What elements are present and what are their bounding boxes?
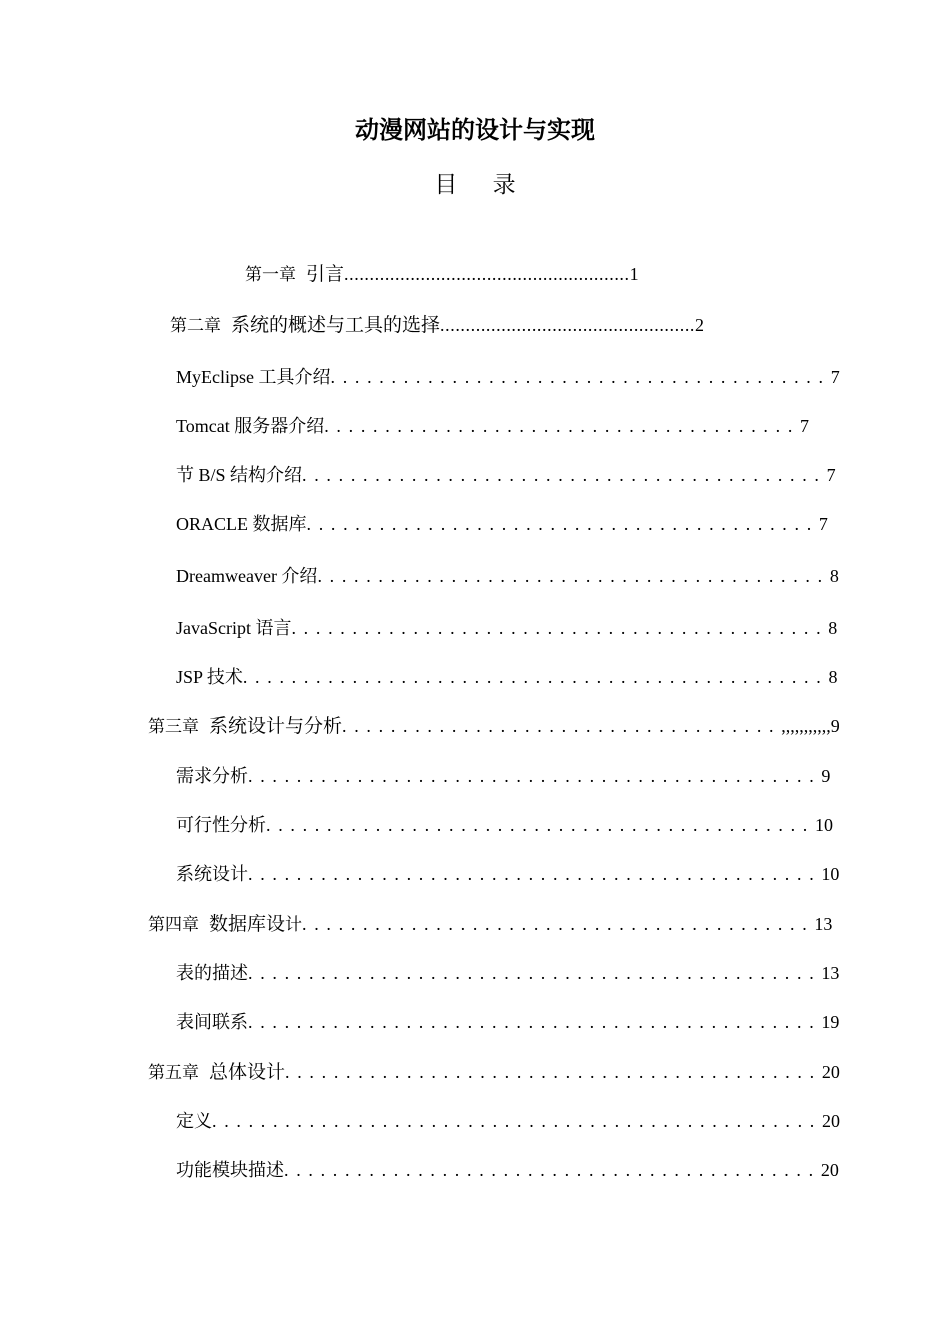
leader-dots: . . . . . . . . . . . . . . . . . . . . . . . . . . . . . . . . . . . . . . . . . . . . — [285, 1062, 822, 1082]
leader-dots: . . . . . . . . . . . . . . . . . . . . . . . . . . . . . . . . . . . . — [342, 716, 782, 736]
entry-title: 引言 — [306, 263, 345, 285]
toc-entry-section[interactable] — [176, 1158, 839, 1183]
leader-dots: ........................................................ — [344, 264, 630, 284]
page-number: 7 — [830, 367, 840, 387]
page-number: 7 — [818, 514, 828, 534]
page-number: 9 — [830, 716, 840, 736]
toc-entry-section[interactable] — [176, 1109, 840, 1134]
toc-entry-section[interactable] — [176, 512, 828, 536]
toc-entry-section[interactable] — [176, 564, 839, 588]
leader-dots: . . . . . . . . . . . . . . . . . . . . . . . . . . . . . . . . . . . . . . . . . . . . . . . — [248, 963, 822, 983]
page-number: 8 — [828, 618, 838, 638]
chapter-number: 第三章 — [148, 717, 199, 736]
chapter-number: 第二章 — [170, 316, 221, 335]
entry-title: 系统的概述与工具的选择 — [231, 314, 441, 336]
page-number: 13 — [814, 914, 833, 934]
chapter-number: 第五章 — [148, 1063, 199, 1082]
page-number: 10 — [815, 815, 833, 835]
entry-title: 功能模块描述 — [176, 1160, 284, 1181]
leader-dots: .................................................. — [440, 315, 696, 335]
leader-dots: . . . . . . . . . . . . . . . . . . . . . . . . . . . . . . . . . . . . . . . . . . — [306, 514, 819, 534]
toc-entry-chapter-1[interactable] — [245, 262, 639, 287]
entry-title: Dreamweaver 介绍 — [176, 566, 318, 586]
toc-entry-section[interactable] — [176, 414, 809, 438]
page-number: 7 — [826, 465, 836, 485]
page-number: 2 — [695, 315, 705, 335]
chapter-number: 第一章 — [245, 265, 296, 284]
page-number: 10 — [821, 864, 840, 884]
page-number: 7 — [800, 416, 810, 436]
entry-title: JavaScript 语言 — [176, 618, 292, 638]
page-number: 20 — [822, 1111, 840, 1131]
entry-title-suffix: 计 — [285, 915, 303, 934]
leader-dots: . . . . . . . . . . . . . . . . . . . . . . . . . . . . . . . . . . . . . . . . . . . — [302, 465, 827, 485]
leader-dots: . . . . . . . . . . . . . . . . . . . . . . . . . . . . . . . . . . . . . . . — [324, 416, 801, 436]
document-title: 动漫网站的设计与实现 — [355, 116, 595, 144]
leader-dots: . . . . . . . . . . . . . . . . . . . . . . . . . . . . . . . . . . . . . . . . . . . . . — [266, 815, 815, 835]
entry-title: 表的描述 — [176, 963, 248, 984]
toc-entry-section[interactable] — [176, 1010, 839, 1035]
toc-entry-section[interactable] — [176, 813, 833, 838]
page-number: 19 — [821, 1012, 840, 1032]
page-number: 20 — [820, 1160, 839, 1180]
toc-entry-section[interactable] — [176, 764, 830, 789]
leader-dots: . . . . . . . . . . . . . . . . . . . . . . . . . . . . . . . . . . . . . . . . . . . . . . . — [248, 766, 822, 786]
page-number: 8 — [828, 667, 838, 687]
leader-dots: . . . . . . . . . . . . . . . . . . . . . . . . . . . . . . . . . . . . . . . . . . . . — [291, 618, 829, 638]
toc-heading: 目 录 — [434, 172, 530, 198]
page-number: 9 — [821, 766, 831, 786]
page-number: 8 — [829, 566, 839, 586]
toc-entry-chapter-5[interactable] — [148, 1060, 840, 1085]
leader-dots: . . . . . . . . . . . . . . . . . . . . . . . . . . . . . . . . . . . . . . . . . . — [302, 914, 815, 934]
toc-entry-section[interactable] — [176, 665, 837, 689]
entry-title: 表间联系 — [176, 1012, 248, 1033]
entry-title: MyEclipse 工具介绍 — [176, 367, 331, 387]
entry-title: 定义 — [176, 1111, 212, 1132]
toc-entry-chapter-2[interactable] — [170, 313, 704, 338]
leader-dots: . . . . . . . . . . . . . . . . . . . . . . . . . . . . . . . . . . . . . . . . . . . . . . . . . . — [212, 1111, 822, 1131]
entry-title: 总体设计 — [209, 1061, 286, 1083]
chapter-number: 第四章 — [148, 915, 199, 934]
toc-entry-chapter-4[interactable] — [148, 912, 832, 937]
entry-title: ORACLE 数据库 — [176, 514, 307, 534]
toc-entry-section[interactable] — [176, 961, 839, 986]
leader-dots: . . . . . . . . . . . . . . . . . . . . . . . . . . . . . . . . . . . . . . . . . — [330, 367, 831, 387]
entry-title: 需求分析 — [176, 766, 248, 787]
entry-title: 数据库设 — [209, 913, 286, 935]
entry-title: 系统设计与分析 — [209, 715, 343, 737]
entry-title: 节 B/S 结构介绍 — [176, 465, 303, 485]
leader-dots: . . . . . . . . . . . . . . . . . . . . . . . . . . . . . . . . . . . . . . . . . . . . . . . — [248, 864, 822, 884]
toc-entry-section[interactable] — [176, 365, 840, 389]
comma-leader: ,,,,,,,,,,, — [781, 716, 831, 736]
leader-dots: . . . . . . . . . . . . . . . . . . . . . . . . . . . . . . . . . . . . . . . . . . . . . . . — [248, 1012, 822, 1032]
entry-title: 可行性分析 — [176, 815, 266, 836]
entry-title: Tomcat 服务器介绍 — [176, 416, 325, 436]
leader-dots: . . . . . . . . . . . . . . . . . . . . . . . . . . . . . . . . . . . . . . . . . . . . — [284, 1160, 821, 1180]
page-number: 1 — [629, 264, 639, 284]
leader-dots: . . . . . . . . . . . . . . . . . . . . . . . . . . . . . . . . . . . . . . . . . . . . . . . . — [242, 667, 829, 687]
toc-entry-chapter-3[interactable] — [148, 714, 840, 739]
toc-entry-section[interactable] — [176, 862, 839, 887]
leader-dots: . . . . . . . . . . . . . . . . . . . . . . . . . . . . . . . . . . . . . . . . . . — [317, 566, 830, 586]
page-number: 13 — [821, 963, 840, 983]
entry-title: JSP 技术 — [176, 667, 243, 687]
toc-entry-section[interactable] — [176, 616, 837, 640]
entry-title: 系统设计 — [176, 864, 248, 885]
page-number: 20 — [821, 1062, 840, 1082]
toc-entry-section[interactable] — [176, 463, 836, 487]
